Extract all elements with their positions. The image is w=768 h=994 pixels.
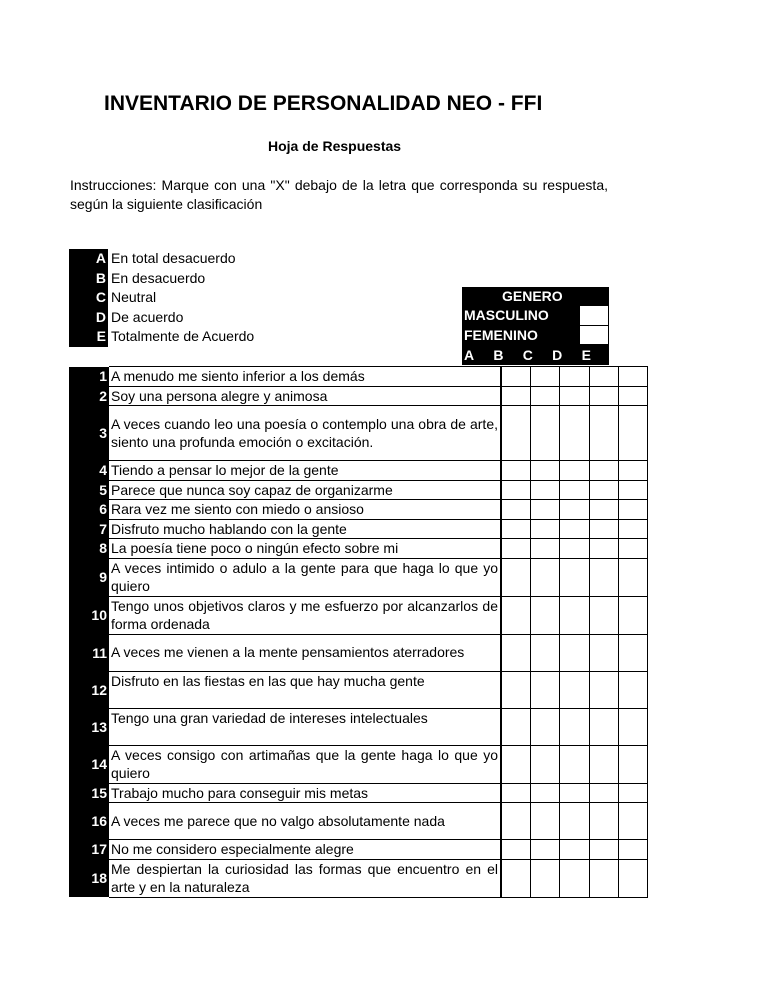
question-number: 3 bbox=[69, 406, 109, 461]
answer-cell-e[interactable] bbox=[619, 406, 648, 461]
question-text: Disfruto mucho hablando con la gente bbox=[109, 519, 501, 539]
answer-cell-e[interactable] bbox=[619, 461, 648, 481]
answer-cell-a[interactable] bbox=[501, 558, 530, 596]
answer-cell-e[interactable] bbox=[619, 558, 648, 596]
legend-row bbox=[69, 269, 254, 289]
answer-cell-e[interactable] bbox=[619, 367, 648, 387]
answer-cell-a[interactable] bbox=[501, 745, 530, 783]
gender-checkbox-female[interactable] bbox=[580, 326, 609, 346]
column-header: A bbox=[464, 347, 475, 363]
answer-cell-e[interactable] bbox=[619, 708, 648, 745]
answer-cell-b[interactable] bbox=[530, 461, 559, 481]
question-row bbox=[69, 386, 648, 406]
question-number: 1 bbox=[69, 367, 109, 387]
question-text: Tiendo a pensar lo mejor de la gente bbox=[109, 461, 501, 481]
answer-cell-c[interactable] bbox=[560, 480, 589, 500]
question-text: Tengo unos objetivos claros y me esfuerzo por alcanzarlos de forma ordenada bbox=[109, 596, 501, 634]
legend-text: Neutral bbox=[111, 289, 157, 306]
question-row bbox=[69, 708, 648, 745]
question-text: A veces cuando leo una poesía o contemplo una obra de arte, siento una profunda emoción o excitación. bbox=[109, 406, 501, 461]
question-text: Me despiertan la curiosidad las formas que encuentro en el arte y en la naturaleza bbox=[109, 859, 501, 897]
answer-cell-a[interactable] bbox=[501, 708, 530, 745]
question-text: A menudo me siento inferior a los demás bbox=[109, 367, 501, 387]
column-header: B bbox=[493, 347, 504, 363]
question-text: Rara vez me siento con miedo o ansioso bbox=[109, 500, 501, 520]
answer-cell-c[interactable] bbox=[560, 367, 589, 387]
question-number: 5 bbox=[69, 480, 109, 500]
answer-cell-b[interactable] bbox=[530, 840, 559, 860]
question-row bbox=[69, 539, 648, 559]
answer-cell-e[interactable] bbox=[619, 539, 648, 559]
question-number: 18 bbox=[69, 859, 109, 897]
answer-cell-e[interactable] bbox=[619, 634, 648, 671]
question-text: Soy una persona alegre y animosa bbox=[109, 386, 501, 406]
answer-cell-a[interactable] bbox=[501, 500, 530, 520]
question-number: 9 bbox=[69, 558, 109, 596]
answer-cell-c[interactable] bbox=[560, 558, 589, 596]
gender-row-female bbox=[462, 326, 609, 346]
answer-cell-b[interactable] bbox=[530, 519, 559, 539]
legend-letter: B bbox=[69, 269, 108, 289]
answer-cell-a[interactable] bbox=[501, 461, 530, 481]
answer-column-headers bbox=[462, 345, 609, 365]
answer-cell-a[interactable] bbox=[501, 596, 530, 634]
answer-cell-c[interactable] bbox=[560, 461, 589, 481]
answer-legend bbox=[69, 249, 254, 347]
answer-cell-c[interactable] bbox=[560, 519, 589, 539]
gender-checkbox-male[interactable] bbox=[580, 306, 609, 326]
answer-cell-d[interactable] bbox=[589, 519, 618, 539]
question-number: 2 bbox=[69, 386, 109, 406]
question-text: No me considero especialmente alegre bbox=[109, 840, 501, 860]
answer-cell-b[interactable] bbox=[530, 634, 559, 671]
answer-cell-b[interactable] bbox=[530, 367, 559, 387]
legend-letter: E bbox=[69, 327, 108, 347]
answer-cell-a[interactable] bbox=[501, 803, 530, 840]
question-row bbox=[69, 480, 648, 500]
answer-cell-d[interactable] bbox=[589, 596, 618, 634]
column-header: C bbox=[522, 347, 533, 363]
answer-cell-b[interactable] bbox=[530, 558, 559, 596]
answer-cell-c[interactable] bbox=[560, 708, 589, 745]
answer-cell-e[interactable] bbox=[619, 859, 648, 897]
question-row bbox=[69, 783, 648, 803]
gender-row-male bbox=[462, 306, 609, 326]
question-row bbox=[69, 558, 648, 596]
answer-cell-d[interactable] bbox=[589, 840, 618, 860]
answer-cell-a[interactable] bbox=[501, 480, 530, 500]
answer-cell-e[interactable] bbox=[619, 840, 648, 860]
question-number: 15 bbox=[69, 783, 109, 803]
answer-cell-a[interactable] bbox=[501, 386, 530, 406]
answer-cell-d[interactable] bbox=[589, 539, 618, 559]
answer-cell-a[interactable] bbox=[501, 519, 530, 539]
question-text: Tengo una gran variedad de intereses intelectuales bbox=[109, 708, 501, 745]
question-text: A veces me vienen a la mente pensamientos aterradores bbox=[109, 634, 501, 671]
legend-text: En desacuerdo bbox=[111, 269, 206, 286]
page-subtitle: Hoja de Respuestas bbox=[268, 138, 402, 154]
question-row bbox=[69, 840, 648, 860]
answer-cell-c[interactable] bbox=[560, 745, 589, 783]
question-row bbox=[69, 745, 648, 783]
answer-cell-d[interactable] bbox=[589, 708, 618, 745]
answer-cell-b[interactable] bbox=[530, 539, 559, 559]
question-number: 13 bbox=[69, 708, 109, 745]
answer-cell-d[interactable] bbox=[589, 367, 618, 387]
legend-row bbox=[69, 249, 254, 269]
answer-cell-d[interactable] bbox=[589, 558, 618, 596]
legend-row bbox=[69, 288, 254, 308]
gender-block bbox=[462, 287, 609, 365]
answer-cell-e[interactable] bbox=[619, 500, 648, 520]
question-text: Trabajo mucho para conseguir mis metas bbox=[109, 783, 501, 803]
question-number: 14 bbox=[69, 745, 109, 783]
question-text: A veces me parece que no valgo absolutamente nada bbox=[109, 803, 501, 840]
legend-text: De acuerdo bbox=[111, 308, 184, 325]
answer-cell-a[interactable] bbox=[501, 367, 530, 387]
question-row bbox=[69, 671, 648, 708]
answer-cell-d[interactable] bbox=[589, 500, 618, 520]
answer-cell-b[interactable] bbox=[530, 671, 559, 708]
answer-cell-c[interactable] bbox=[560, 783, 589, 803]
question-row bbox=[69, 634, 648, 671]
question-number: 7 bbox=[69, 519, 109, 539]
answer-cell-e[interactable] bbox=[619, 783, 648, 803]
legend-text: Totalmente de Acuerdo bbox=[111, 328, 255, 345]
answer-cell-d[interactable] bbox=[589, 480, 618, 500]
answer-cell-b[interactable] bbox=[530, 406, 559, 461]
question-row bbox=[69, 803, 648, 840]
question-row bbox=[69, 367, 648, 387]
answer-cell-a[interactable] bbox=[501, 634, 530, 671]
answer-cell-b[interactable] bbox=[530, 783, 559, 803]
answer-cell-a[interactable] bbox=[501, 840, 530, 860]
question-number: 11 bbox=[69, 634, 109, 671]
question-text: Parece que nunca soy capaz de organizarme bbox=[109, 480, 501, 500]
legend-letter: D bbox=[69, 308, 108, 328]
answer-cell-e[interactable] bbox=[619, 803, 648, 840]
answer-cell-d[interactable] bbox=[589, 634, 618, 671]
answer-cell-d[interactable] bbox=[589, 671, 618, 708]
answer-cell-b[interactable] bbox=[530, 500, 559, 520]
answer-cell-e[interactable] bbox=[619, 596, 648, 634]
answer-cell-a[interactable] bbox=[501, 783, 530, 803]
answer-cell-c[interactable] bbox=[560, 803, 589, 840]
answer-cell-b[interactable] bbox=[530, 386, 559, 406]
question-row bbox=[69, 500, 648, 520]
question-text: Disfruto en las fiestas en las que hay mucha gente bbox=[109, 671, 501, 708]
legend-letter: A bbox=[69, 249, 108, 269]
answer-cell-e[interactable] bbox=[619, 386, 648, 406]
question-text: A veces intimido o adulo a la gente para que haga lo que yo quiero bbox=[109, 558, 501, 596]
question-number: 10 bbox=[69, 596, 109, 634]
answer-cell-c[interactable] bbox=[560, 859, 589, 897]
answer-cell-a[interactable] bbox=[501, 859, 530, 897]
answer-cell-b[interactable] bbox=[530, 480, 559, 500]
question-row bbox=[69, 596, 648, 634]
answer-cell-e[interactable] bbox=[619, 745, 648, 783]
gender-label-female: FEMENINO bbox=[462, 326, 580, 346]
gender-heading: GENERO bbox=[462, 287, 609, 306]
legend-text: En total desacuerdo bbox=[111, 250, 236, 266]
instructions-text: Instrucciones: Marque con una "X" debajo de la letra que corresponda su respuesta, según la siguiente clasificación bbox=[70, 177, 608, 212]
question-number: 6 bbox=[69, 500, 109, 520]
answer-cell-d[interactable] bbox=[589, 803, 618, 840]
column-header: D bbox=[552, 347, 563, 363]
answer-cell-a[interactable] bbox=[501, 406, 530, 461]
question-text: La poesía tiene poco o ningún efecto sobre mi bbox=[109, 539, 501, 559]
answer-cell-b[interactable] bbox=[530, 859, 559, 897]
answer-cell-e[interactable] bbox=[619, 671, 648, 708]
question-number: 8 bbox=[69, 539, 109, 559]
answer-cell-c[interactable] bbox=[560, 500, 589, 520]
question-number: 17 bbox=[69, 840, 109, 860]
gender-label-male: MASCULINO bbox=[462, 306, 580, 326]
question-row bbox=[69, 406, 648, 461]
answer-cell-b[interactable] bbox=[530, 803, 559, 840]
question-number: 12 bbox=[69, 671, 109, 708]
answer-cell-d[interactable] bbox=[589, 859, 618, 897]
answer-cell-e[interactable] bbox=[619, 480, 648, 500]
question-table bbox=[69, 366, 648, 898]
answer-cell-b[interactable] bbox=[530, 596, 559, 634]
answer-cell-c[interactable] bbox=[560, 634, 589, 671]
page-title: INVENTARIO DE PERSONALIDAD NEO - FFI bbox=[104, 92, 543, 115]
answer-cell-e[interactable] bbox=[619, 519, 648, 539]
answer-cell-c[interactable] bbox=[560, 671, 589, 708]
answer-cell-c[interactable] bbox=[560, 840, 589, 860]
question-number: 16 bbox=[69, 803, 109, 840]
question-row bbox=[69, 461, 648, 481]
question-row bbox=[69, 519, 648, 539]
question-number: 4 bbox=[69, 461, 109, 481]
legend-row bbox=[69, 308, 254, 328]
answer-cell-c[interactable] bbox=[560, 406, 589, 461]
legend-row bbox=[69, 327, 254, 347]
answer-cell-d[interactable] bbox=[589, 461, 618, 481]
answer-cell-c[interactable] bbox=[560, 596, 589, 634]
answer-cell-d[interactable] bbox=[589, 406, 618, 461]
answer-cell-b[interactable] bbox=[530, 708, 559, 745]
answer-cell-c[interactable] bbox=[560, 386, 589, 406]
legend-letter: C bbox=[69, 288, 108, 308]
answer-cell-b[interactable] bbox=[530, 745, 559, 783]
answer-cell-c[interactable] bbox=[560, 539, 589, 559]
answer-cell-d[interactable] bbox=[589, 783, 618, 803]
answer-cell-a[interactable] bbox=[501, 539, 530, 559]
answer-cell-d[interactable] bbox=[589, 745, 618, 783]
answer-cell-d[interactable] bbox=[589, 386, 618, 406]
question-text: A veces consigo con artimañas que la gente haga lo que yo quiero bbox=[109, 745, 501, 783]
answer-cell-a[interactable] bbox=[501, 671, 530, 708]
question-row bbox=[69, 859, 648, 897]
column-header: E bbox=[581, 347, 591, 363]
